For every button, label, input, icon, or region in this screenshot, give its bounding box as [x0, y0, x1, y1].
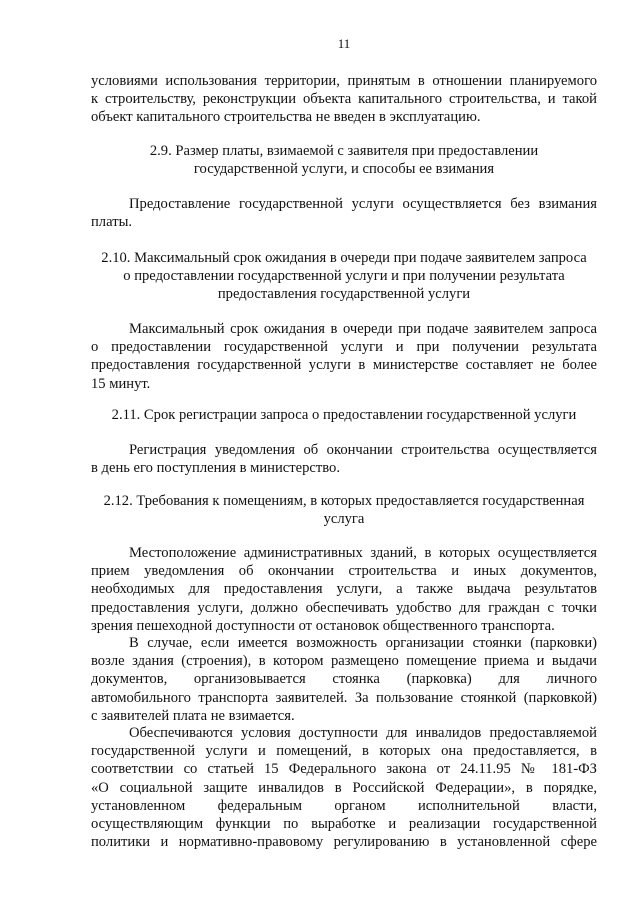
text-line: объект капитального строительства не введен в эксплуатацию. [91, 109, 481, 126]
heading-line: 2.10. Максимальный срок ожидания в очереди при подаче заявителем запроса [101, 250, 587, 266]
text-line: Обеспечиваются условия доступности для инвалидов предоставляемой [129, 725, 597, 741]
text-line: автомобильного транспорта заявителей. За пользование стоянкой (парковкой) [91, 689, 597, 706]
heading-line: предоставления государственной услуги [217, 286, 471, 303]
section-2-12-paragraph-1 [91, 544, 597, 635]
text-line: условиями использования территории, принятым в отношении планируемого [91, 73, 597, 89]
section-2-10-body [91, 320, 597, 393]
text-line: В случае, если имеется возможность организации стоянки (парковки) [129, 635, 597, 651]
text-line: с заявителей плата не взимается. [91, 707, 295, 724]
text-line: предоставления услуги, должно обеспечивать удобство для граждан с точки [91, 599, 597, 616]
text-line: «О социальной защите инвалидов в Российской Федерации», в порядке, [91, 779, 597, 796]
heading-line: 2.12. Требования к помещениям, в которых предоставляется государственная [103, 493, 585, 509]
text-line: зрения пешеходной доступности от остановок общественного транспорта. [91, 617, 555, 634]
text-line: прием уведомления об окончании строительства и иных документов, [91, 563, 597, 580]
heading-line: государственной услуги, и способы ее взимания [193, 161, 495, 178]
heading-line: услуга [323, 511, 365, 528]
heading-line: 2.9. Размер платы, взимаемой с заявителя при предоставлении [149, 143, 539, 159]
section-2-10-heading [91, 249, 597, 304]
text-line: Максимальный срок ожидания в очереди при подаче заявителем запроса [129, 321, 597, 337]
text-line: государственной услуги и помещений, в которых она предоставляется, в [91, 743, 597, 760]
section-2-11-heading [91, 406, 597, 424]
text-line: Предоставление государственной услуги осуществляется без взимания [129, 196, 597, 212]
text-line: необходимых для предоставления услуги, а также выдача результатов [91, 581, 597, 598]
section-2-11-body [91, 441, 597, 477]
page-number: 11 [337, 36, 351, 51]
text-line: предоставления государственной услуги в министерстве составляет не более [91, 357, 597, 374]
text-line: платы. [91, 214, 133, 231]
text-line: установленном федеральным органом исполнительной власти, [91, 797, 597, 814]
section-2-12-paragraph-2 [91, 634, 597, 725]
text-line: Регистрация уведомления об окончании строительства осуществляется [129, 442, 597, 458]
text-line: документов, организовывается стоянка (парковка) для личного [91, 671, 597, 688]
text-line: в день его поступления в министерство. [91, 460, 341, 477]
text-line: политики и нормативно-правовому регулированию в установленной сфере [91, 834, 597, 851]
text-line: к строительству, реконструкции объекта капитального строительства, и такой [91, 91, 597, 108]
heading-line: 2.11. Срок регистрации запроса о предоставлении государственной услуги [111, 407, 577, 423]
text-line: осуществляющим функции по выработке и реализации государственной [91, 816, 597, 833]
section-2-9-body [91, 195, 597, 231]
intro-paragraph [91, 72, 597, 127]
section-2-9-heading [91, 142, 597, 178]
text-line: соответствии со статьей 15 Федерального закона от 24.11.95 № 181-ФЗ [91, 761, 597, 778]
text-line: о предоставлении государственной услуги и при получении результата [91, 339, 597, 356]
text-line: Местоположение административных зданий, в которых осуществляется [129, 545, 597, 561]
section-2-12-heading [91, 492, 597, 528]
section-2-12-paragraph-3 [91, 724, 597, 851]
text-line: 15 минут. [91, 375, 151, 392]
text-line: возле здания (строения), в котором размещено помещение приема и выдачи [91, 653, 597, 670]
heading-line: о предоставлении государственной услуги и при получении результата [123, 268, 565, 285]
